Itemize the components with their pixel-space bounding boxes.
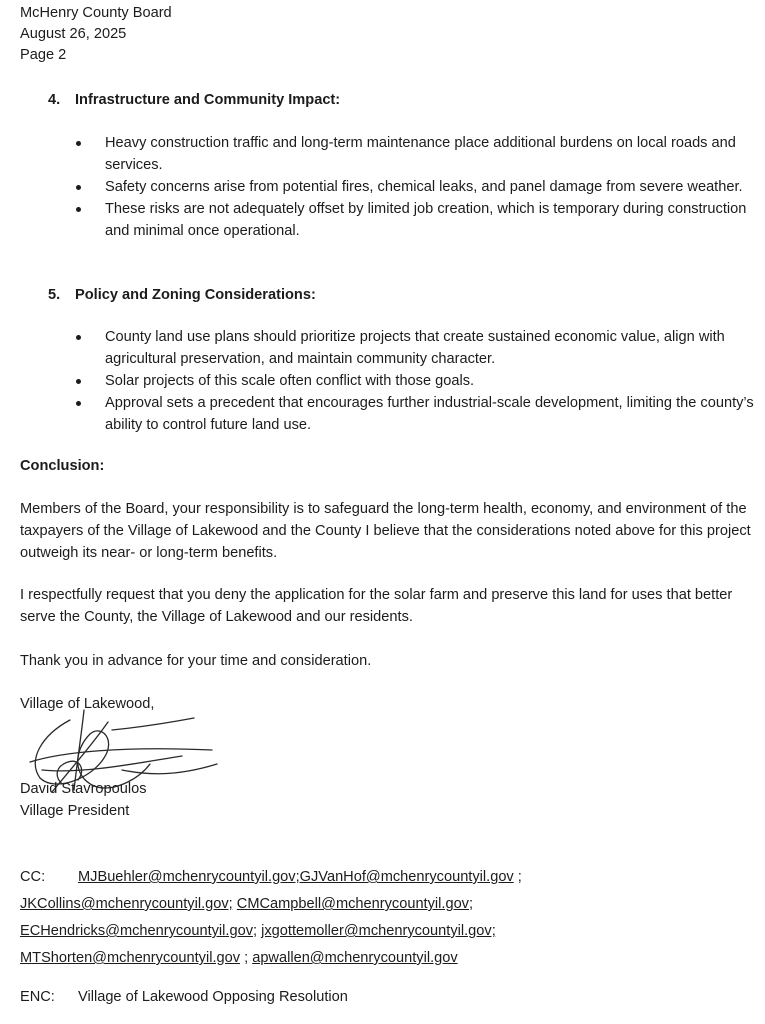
email-link[interactable]: JKCollins@mchenrycountyil.gov;: [20, 896, 233, 912]
email-link[interactable]: jxgottemoller@mchenrycountyil.gov;: [261, 923, 496, 939]
bullet-icon: [76, 207, 81, 212]
bullet-icon: [76, 141, 81, 146]
email-link[interactable]: MJBuehler@mchenrycountyil.gov;GJVanHof@mchenrycountyil.gov: [78, 869, 514, 885]
conclusion-heading: Conclusion:: [20, 458, 105, 474]
enc-label: ENC:: [20, 989, 55, 1005]
separator: ;: [240, 950, 253, 966]
section-4-title: Infrastructure and Community Impact:: [75, 92, 341, 108]
header-page-number: Page 2: [20, 47, 67, 63]
page-header: [20, 3, 172, 66]
enc-text: Village of Lakewood Opposing Resolution: [78, 989, 348, 1005]
email-link[interactable]: CMCampbell@mchenrycountyil.gov;: [236, 896, 474, 912]
list-item: [76, 176, 762, 198]
section-4-bullet-list: [76, 132, 762, 242]
section-5-title: Policy and Zoning Considerations:: [75, 287, 316, 303]
cc-row: [20, 893, 473, 915]
conclusion-paragraph-2: I respectfully request that you deny the application for the solar farm and preserve this land for uses that better serve the County, the Village of Lakewood and our residents.: [20, 587, 733, 625]
header-date: August 26, 2025: [20, 26, 127, 42]
cc-row: [20, 866, 522, 888]
cc-label: CC:: [20, 869, 46, 885]
bullet-icon: [76, 379, 81, 384]
email-link[interactable]: apwallen@mchenrycountyil.gov: [252, 950, 458, 966]
list-item: [76, 132, 762, 176]
list-item: [76, 392, 762, 436]
cc-row: [20, 947, 458, 969]
list-item: [76, 198, 762, 242]
bullet-text: Solar projects of this scale often conflict with those goals.: [105, 373, 475, 389]
bullet-text: Approval sets a precedent that encourages further industrial-scale development, limiting the county’s ability to control future land use.: [105, 395, 754, 433]
list-item: [76, 326, 762, 370]
signer-name: David Stavropoulos: [20, 781, 147, 797]
bullet-icon: [76, 401, 81, 406]
section-5-number: 5.: [48, 287, 61, 303]
bullet-text: County land use plans should prioritize projects that create sustained economic value, align with agricultural preservation, and maintain community character.: [105, 329, 725, 367]
bullet-text: These risks are not adequately offset by limited job creation, which is temporary during construction and minimal once operational.: [105, 201, 747, 239]
list-item: [76, 370, 762, 392]
email-link[interactable]: ECHendricks@mchenrycountyil.gov;: [20, 923, 258, 939]
closing-line: Village of Lakewood,: [20, 696, 155, 712]
section-5-heading: [48, 284, 316, 306]
section-5-bullet-list: [76, 326, 762, 436]
bullet-text: Safety concerns arise from potential fires, chemical leaks, and panel damage from severe weather.: [105, 179, 743, 195]
email-link[interactable]: MTShorten@mchenrycountyil.gov: [20, 950, 241, 966]
conclusion-paragraph-3: Thank you in advance for your time and consideration.: [20, 653, 372, 669]
header-recipient: McHenry County Board: [20, 5, 172, 21]
signer-title: Village President: [20, 803, 130, 819]
conclusion-paragraph-1: Members of the Board, your responsibility is to safeguard the long-term health, economy, and environment of the taxpayers of the Village of Lakewood and the County I believe that the considerations noted above for this project outweigh its near- or long-term benefits.: [20, 501, 751, 561]
section-4-number: 4.: [48, 92, 61, 108]
bullet-icon: [76, 185, 81, 190]
bullet-text: Heavy construction traffic and long-term maintenance place additional burdens on local roads and services.: [105, 135, 736, 173]
enclosure-line: [20, 986, 348, 1008]
cc-row: [20, 920, 496, 942]
bullet-icon: [76, 335, 81, 340]
section-4-heading: [48, 89, 340, 111]
separator: ;: [513, 869, 522, 885]
